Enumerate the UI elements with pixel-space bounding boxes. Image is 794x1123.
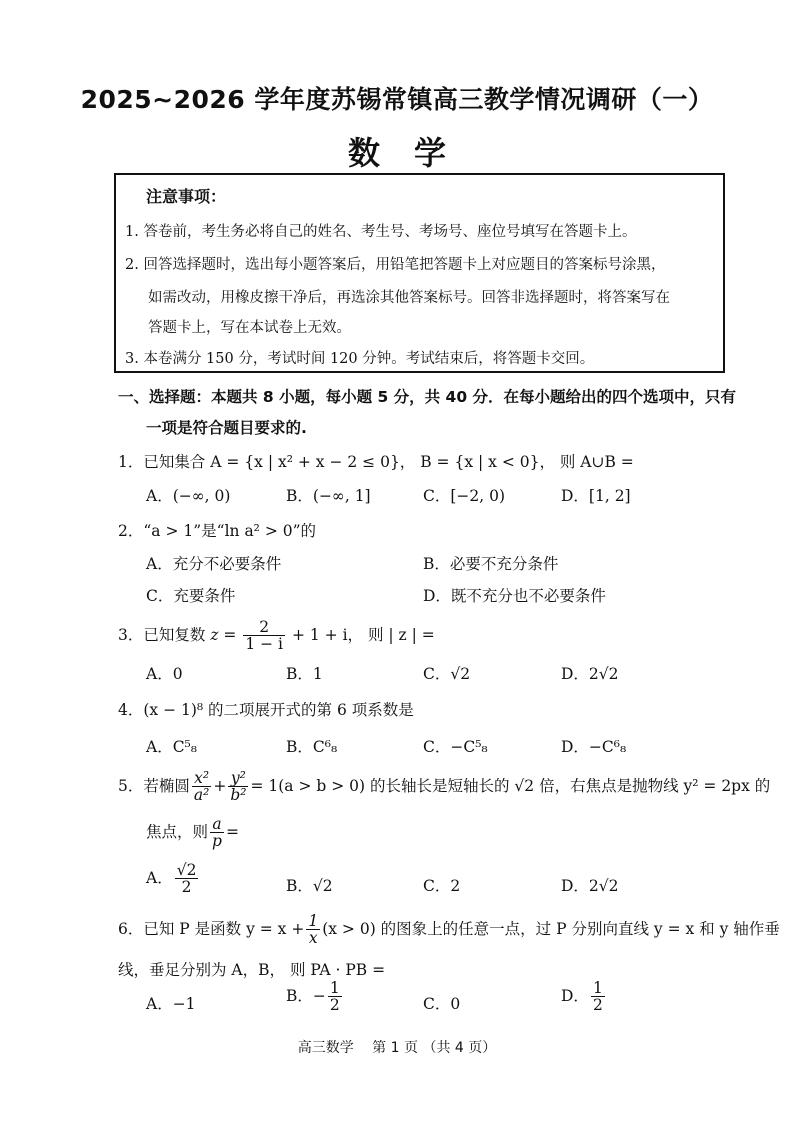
q6-suffix: (x > 0) 的图象上的任意一点，过 P 分别向直线 y = x 和 y 轴作垂	[322, 919, 780, 938]
q6-num: 1	[308, 912, 319, 930]
q1-option-a: A．(−∞, 0)	[146, 487, 231, 505]
q4-option-c: C．−C⁵₈	[423, 738, 488, 756]
notice-line-3: 3. 本卷满分 150 分，考试时间 120 分钟。考试结束后，将答题卡交回。	[125, 351, 595, 367]
q6-option-c: C．0	[423, 995, 461, 1013]
q4-option-d: D．−C⁶₈	[561, 738, 627, 756]
q5-suffix: = 1(a > b > 0) 的长轴长是短轴长的 √2 倍，右焦点是抛物线 y² = 2px 的	[250, 776, 771, 795]
q6-prefix: 6．已知 P 是函数 y = x +	[118, 919, 305, 938]
page-footer: 高三数学 第 1 页 （共 4 页）	[297, 1040, 497, 1056]
q5-frac-ap	[210, 816, 224, 850]
q5-frac-y	[228, 770, 248, 804]
q5-n2: y²	[228, 770, 248, 787]
question-5-stem	[118, 770, 770, 804]
q6-option-d	[561, 980, 607, 1014]
q5-opt-a-num: √2	[176, 861, 197, 879]
q5-opt-a-label: A．	[146, 868, 173, 887]
subject-title: 数学	[347, 134, 480, 172]
q5-n3: a	[210, 816, 224, 833]
q3-fraction	[243, 619, 285, 653]
question-1-stem: 1．已知集合 A = {x | x² + x − 2 ≤ 0}， B = {x | x < 0}， 则 A∪B =	[118, 453, 634, 471]
q5-opt-a-frac	[175, 862, 199, 896]
q6-opt-d-label: D．	[561, 986, 589, 1005]
q1-option-c: C．[−2, 0)	[423, 487, 506, 505]
q5-n1: x²	[192, 770, 211, 787]
q2-option-c: C．充要条件	[146, 587, 236, 605]
q6-opt-b-den: 2	[329, 996, 340, 1015]
q2-option-a: A．充分不必要条件	[146, 555, 282, 573]
q2-option-d: D．既不充分也不必要条件	[423, 587, 606, 605]
q5-eq: =	[225, 822, 239, 841]
notice-line-2b: 如需改动，用橡皮擦干净后，再选涂其他答案标号。回答非选择题时，将答案写在	[148, 290, 670, 306]
q5-d3: p	[212, 832, 222, 851]
q5-d2: b²	[230, 786, 247, 805]
q2-option-b: B．必要不充分条件	[423, 555, 559, 573]
q3-den: 1 − i	[245, 635, 284, 654]
q4-option-a: A．C⁵₈	[146, 738, 197, 756]
q1-option-b: B．(−∞, 1]	[286, 487, 371, 505]
notice-line-2a: 2. 回答选择题时，选出每小题答案后，用铅笔把答题卡上对应题目的答案标号涂黑，	[125, 257, 666, 273]
q5-frac-x	[192, 770, 211, 804]
question-2-stem: 2．“a > 1”是“ln a² > 0”的	[118, 522, 317, 540]
question-4-stem: 4．(x − 1)⁸ 的二项展开式的第 6 项系数是	[118, 701, 414, 719]
q5-prefix: 5．若椭圆	[118, 776, 190, 795]
q3-option-c: C．√2	[423, 665, 471, 683]
q5-line2a: 焦点，则	[146, 822, 209, 841]
q5-option-d: D．2√2	[561, 877, 619, 895]
q3-option-d: D．2√2	[561, 665, 619, 683]
q1-option-d: D．[1, 2]	[561, 487, 631, 505]
q6-opt-b-frac	[328, 980, 342, 1014]
q3-z: z =	[210, 625, 237, 644]
q3-prefix: 3．已知复数	[118, 625, 206, 644]
q6-opt-d-den: 2	[592, 996, 603, 1015]
question-6-line-2: 线，垂足分别为 A，B， 则 PA · PB =	[118, 961, 386, 979]
q6-frac	[306, 913, 320, 947]
q6-opt-b-label: B．−	[286, 986, 326, 1005]
q3-suffix: + 1 + i， 则 | z | =	[291, 625, 435, 644]
question-3-stem	[118, 619, 435, 653]
notice-line-1: 1. 答卷前，考生务必将自己的姓名、考生号、考场号、座位号填写在答题卡上。	[125, 224, 637, 240]
q6-opt-d-num: 1	[592, 979, 603, 997]
q6-den: x	[308, 929, 318, 948]
q6-option-b	[286, 980, 344, 1014]
notice-line-2c: 答题卡上，写在本试卷上无效。	[148, 320, 351, 336]
q4-option-b: B．C⁶₈	[286, 738, 338, 756]
exam-title: 2025~2026 学年度苏锡常镇高三教学情况调研（一）	[80, 85, 714, 114]
q5-option-a	[146, 862, 200, 896]
q3-option-b: B．1	[286, 665, 323, 683]
q5-plus: +	[213, 776, 227, 795]
section-1-line-2: 一项是符合题目要求的.	[146, 419, 307, 437]
q5-option-c: C．2	[423, 877, 461, 895]
q5-d1: a²	[193, 786, 210, 805]
q6-opt-b-num: 1	[329, 979, 340, 997]
question-5-line-2	[146, 816, 239, 850]
q6-opt-d-frac	[591, 980, 605, 1014]
notice-heading: 注意事项：	[146, 187, 227, 206]
q3-num: 2	[243, 619, 285, 636]
question-6-stem	[118, 913, 780, 947]
q6-option-a: A．−1	[146, 995, 196, 1013]
q5-option-b: B．√2	[286, 877, 333, 895]
q3-option-a: A．0	[146, 665, 183, 683]
q5-opt-a-den: 2	[181, 878, 192, 897]
section-1-line-1: 一、选择题：本题共 8 小题，每小题 5 分，共 40 分．在每小题给出的四个选项中，只有	[118, 388, 737, 406]
